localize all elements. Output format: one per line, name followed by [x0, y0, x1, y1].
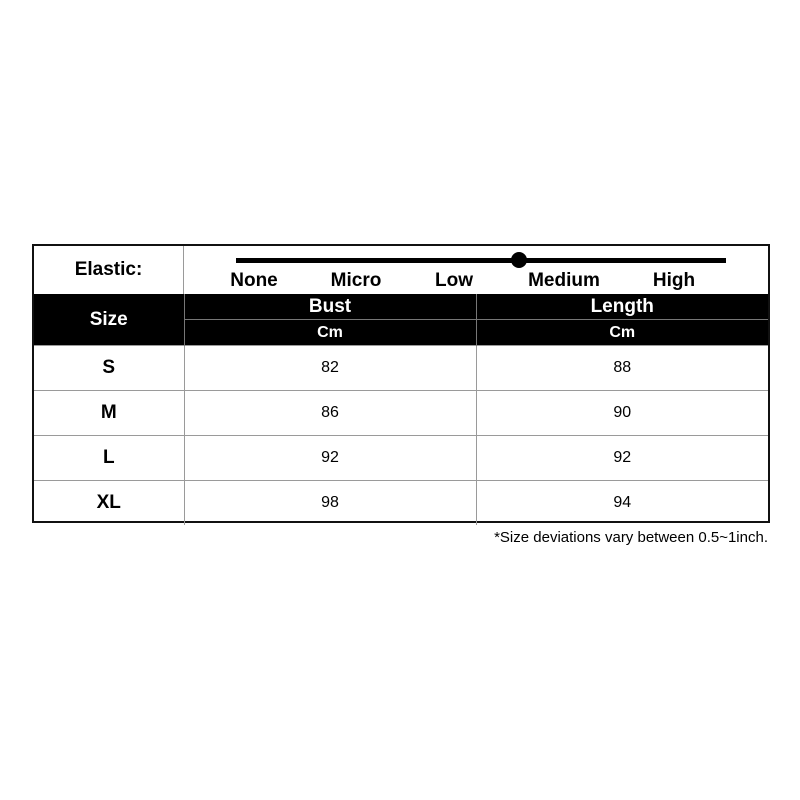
elastic-level-none: None — [230, 270, 278, 291]
elastic-scale-track — [236, 258, 726, 263]
elastic-level-micro: Micro — [330, 270, 382, 291]
length-cell: 94 — [476, 481, 768, 526]
length-cell: 90 — [476, 391, 768, 436]
length-unit-header: Cm — [476, 320, 768, 346]
table-row — [34, 481, 768, 526]
size-cell: M — [34, 391, 184, 436]
bust-column-header: Bust — [184, 294, 476, 320]
size-chart — [32, 244, 770, 523]
elastic-level-medium: Medium — [528, 270, 600, 291]
bust-unit-header: Cm — [184, 320, 476, 346]
size-column-header: Size — [34, 294, 184, 346]
bust-cell: 92 — [184, 436, 476, 481]
table-row — [34, 346, 768, 391]
length-column-header: Length — [476, 294, 768, 320]
bust-cell: 86 — [184, 391, 476, 436]
elastic-scale-marker — [511, 252, 527, 268]
elastic-label: Elastic: — [74, 259, 143, 280]
size-table — [34, 294, 768, 525]
size-cell: L — [34, 436, 184, 481]
size-deviation-note: *Size deviations vary between 0.5~1inch. — [494, 529, 768, 546]
elastic-scale — [184, 246, 768, 294]
bust-cell: 98 — [184, 481, 476, 526]
length-cell: 92 — [476, 436, 768, 481]
length-cell: 88 — [476, 346, 768, 391]
table-row — [34, 436, 768, 481]
elastic-levels — [230, 270, 726, 292]
size-cell: XL — [34, 481, 184, 526]
elastic-level-high: High — [652, 270, 696, 291]
elastic-level-low: Low — [435, 270, 473, 291]
table-row — [34, 391, 768, 436]
bust-cell: 82 — [184, 346, 476, 391]
elastic-row — [34, 246, 768, 294]
table-header-row — [34, 294, 768, 320]
size-cell: S — [34, 346, 184, 391]
